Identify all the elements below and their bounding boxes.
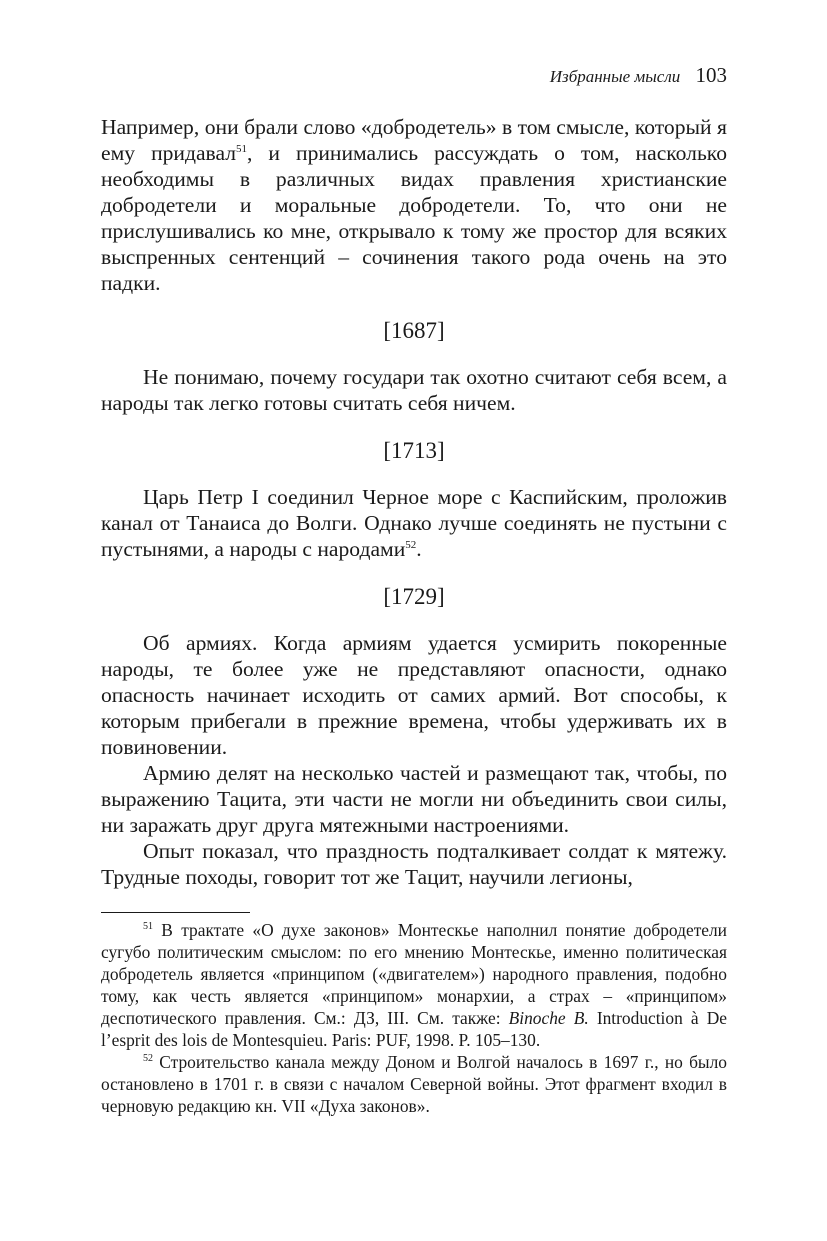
running-title: Избранные мысли [549,67,681,86]
footnote-text: Строительство канала между Доном и Волгой началось в 1697 г., но было остановлено в 1701 г. в связи с началом Северной войны. Этот фрагмент входил в черновую редакцию кн. VII «Духа законов». [101,1052,727,1116]
section-paragraph: Армию делят на несколько частей и размещают так, чтобы, по выражению Тацита, эти части не могли ни объединить свои силы, ни заражать друг друга мятежными настроениями. [101,761,727,837]
footnote-52 [101,1051,727,1117]
intro-paragraph [101,114,727,296]
page-number: 103 [695,63,727,87]
running-header [550,62,727,90]
footnote-51 [101,919,727,1051]
section-number: [1713] [383,438,445,463]
section-number: [1729] [383,584,445,609]
intro-text-after: , и принимались рассуждать о том, насколько необходимы в различных видах правления христианские добродетели и моральные добродетели. То, что они не прислушивались ко мне, открывало к тому же простор для всяких выспренных сентенций – сочинения такого рода очень на это падки. [101,141,727,295]
section-paragraph: Опыт показал, что праздность подталкивает солдат к мятежу. Трудные походы, говорит тот же Тацит, научили легионы, [101,839,727,889]
main-text [101,114,727,890]
footnote-text-after: Introduction à De l’esprit des lois de Montesquieu. Paris: PUF, 1998. P. 105–130. [101,1008,727,1050]
section-paragraph [101,484,727,562]
section-text: Царь Петр I соединил Черное море с Каспийским, проложив канал от Танаиса до Волги. Однако лучше соединять не пустыни с пустынями, а народы с народами [101,485,727,561]
footnote-text: В трактате «О духе законов» Монтескье наполнил понятие добродетели сугубо политическим смыслом: по его мнению Монтескье, именно политическая добродетель является «принципом («двигателем») народного правления, подобно тому, как честь является «принципом» монархии, а страх – «принципом» деспотического правления. См.: ДЗ, III. См. также: [101,920,727,1028]
footnote-mark: 51 [143,921,153,932]
section-paragraph: Не понимаю, почему государи так охотно считают себя всем, а народы так легко готовы считать себя ничем. [101,365,727,415]
footnote-separator [101,912,250,913]
footnote-ref-52[interactable]: 52 [405,539,417,551]
intro-text: Например, они брали слово «добродетель» в том смысле, который я ему придавал [101,115,727,165]
footnote-mark: 52 [143,1053,153,1064]
section-number: [1687] [383,318,445,343]
footnote-ref-51[interactable]: 51 [236,143,248,155]
section-text-after: . [416,537,422,561]
footnotes [101,919,727,1117]
footnote-author: Binoche B. [508,1008,589,1028]
section-paragraph: Об армиях. Когда армиям удается усмирить покоренные народы, те более уже не представляют опасности, однако опасность начинает исходить от самих армий. Вот способы, к которым прибегали в прежние времена, чтобы удерживать их в повиновении. [101,631,727,759]
